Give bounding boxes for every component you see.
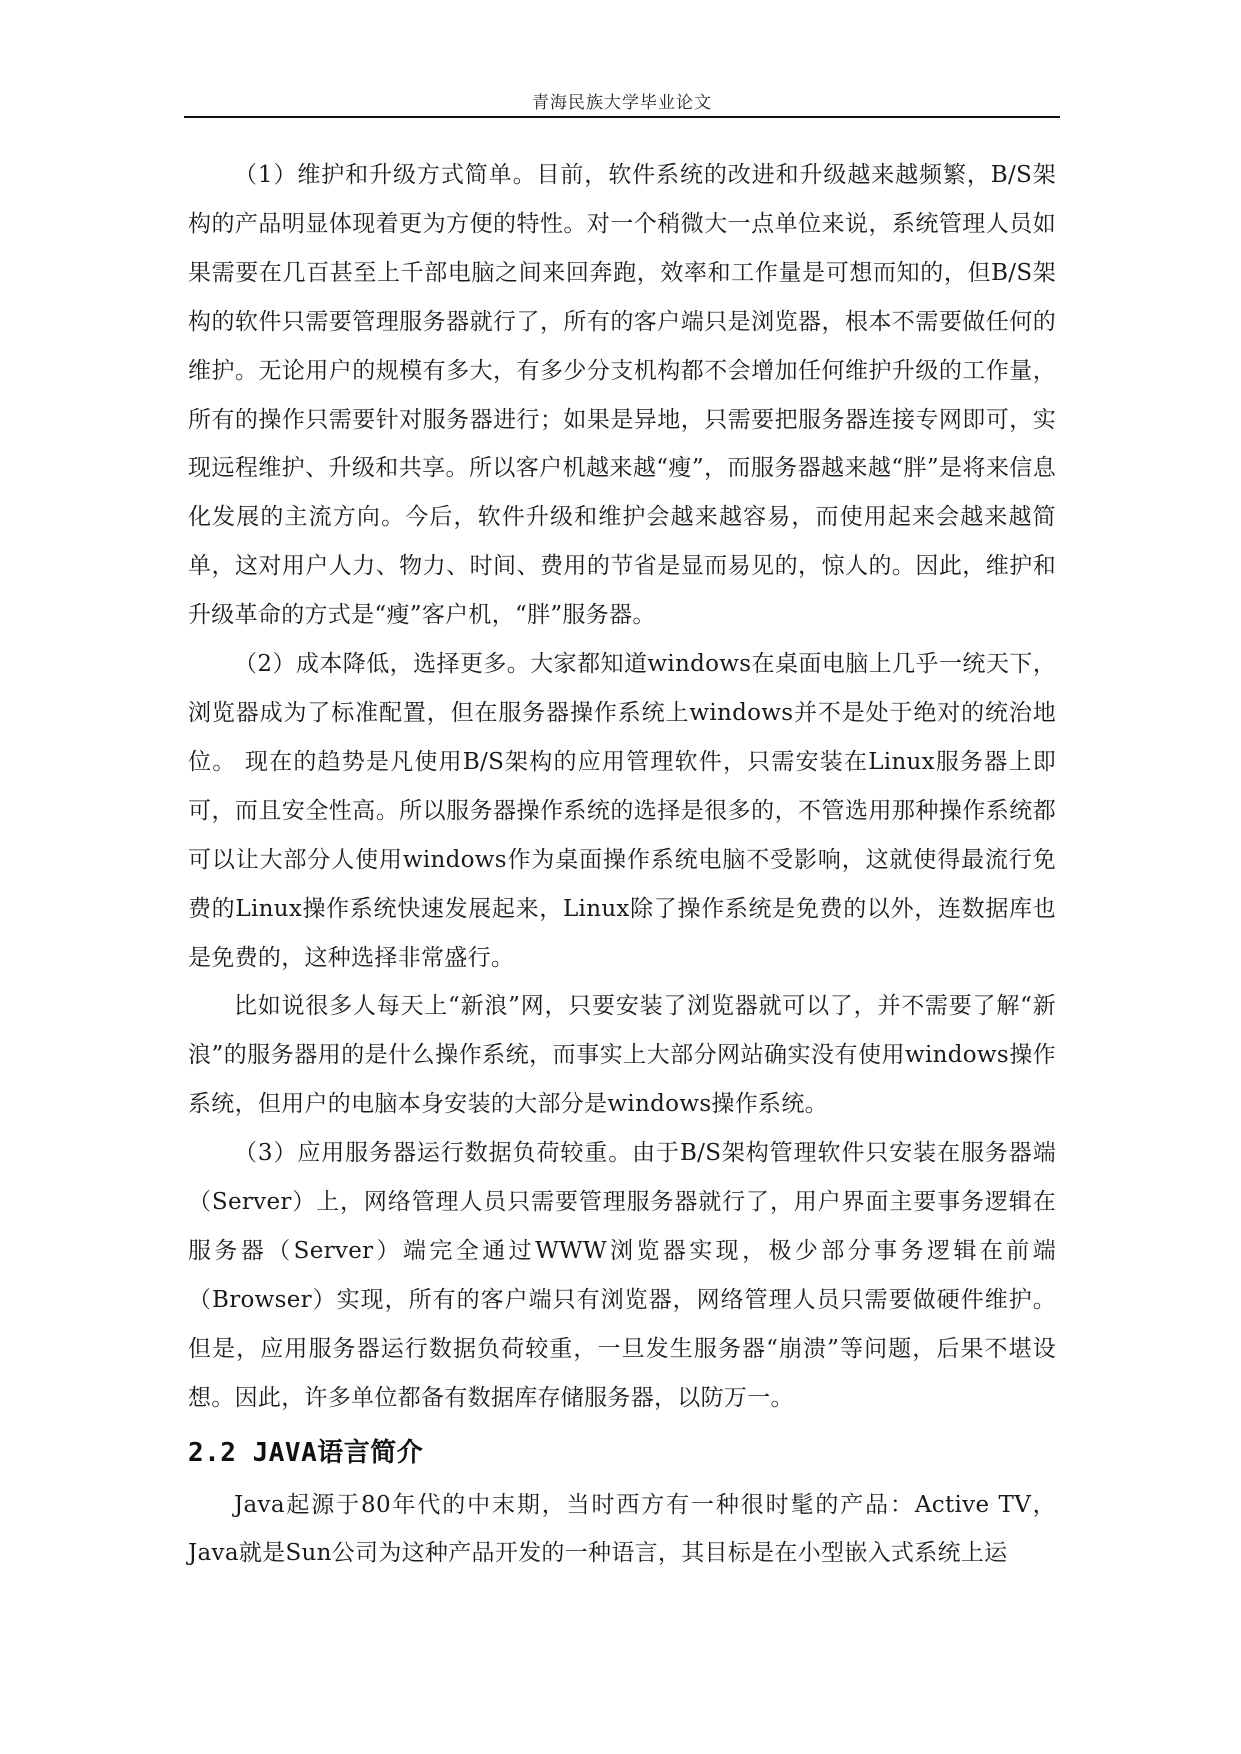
header-rule (184, 116, 1060, 118)
paragraph-server-load: （3）应用服务器运行数据负荷较重。由于B/S架构管理软件只安装在服务器端（Server）上，网络管理人员只需要管理服务器就行了，用户界面主要事务逻辑在服务器（Server）端完全通过WWW浏览器实现，极少部分事务逻辑在前端（Browser）实现，所有的客户端只有浏览器，网络管理人员只需要做硬件维护。但是，应用服务器运行数据负荷较重，一旦发生服务器“崩溃”等问题，后果不堪设想。因此，许多单位都备有数据库存储服务器，以防万一。 (188, 1140, 1056, 1411)
paragraph-example: 比如说很多人每天上“新浪”网，只要安装了浏览器就可以了，并不需要了解“新浪”的服务器用的是什么操作系统，而事实上大部分网站确实没有使用windows操作系统，但用户的电脑本身安装的大部分是windows操作系统。 (188, 993, 1056, 1118)
document-body (188, 151, 1056, 1578)
paragraph-cost: （2）成本降低，选择更多。大家都知道windows在桌面电脑上几乎一统天下，浏览器成为了标准配置，但在服务器操作系统上windows并不是处于绝对的统治地位。 现在的趋势是凡使用B/S架构的应用管理软件，只需安装在Linux服务器上即可，而且安全性高。所以服务器操作系统的选择是很多的，不管选用那种操作系统都可以让大部分人使用windows作为桌面操作系统电脑不受影响，这就使得最流行免费的Linux操作系统快速发展起来，Linux除了操作系统是免费的以外，连数据库也是免费的，这种选择非常盛行。 (188, 651, 1056, 971)
paragraph-java-intro: Java起源于80年代的中末期，当时西方有一种很时髦的产品：Active TV，Java就是Sun公司为这种产品开发的一种语言，其目标是在小型嵌入式系统上运 (188, 1491, 1056, 1567)
section-heading-java: 2.2 JAVA语言简介 (188, 1437, 424, 1468)
paragraph-maintenance: （1）维护和升级方式简单。目前，软件系统的改进和升级越来越频繁，B/S架构的产品明显体现着更为方便的特性。对一个稍微大一点单位来说，系统管理人员如果需要在几百甚至上千部电脑之间来回奔跑，效率和工作量是可想而知的，但B/S架构的软件只需要管理服务器就行了，所有的客户端只是浏览器，根本不需要做任何的维护。无论用户的规模有多大，有多少分支机构都不会增加任何维护升级的工作量，所有的操作只需要针对服务器进行；如果是异地，只需要把服务器连接专网即可，实现远程维护、升级和共享。所以客户机越来越“瘦”，而服务器越来越“胖”是将来信息化发展的主流方向。今后，软件升级和维护会越来越容易，而使用起来会越来越简单，这对用户人力、物力、时间、费用的节省是显而易见的，惊人的。因此，维护和升级革命的方式是“瘦”客户机，“胖”服务器。 (188, 162, 1056, 629)
running-header-title: 青海民族大学毕业论文 (532, 93, 712, 113)
